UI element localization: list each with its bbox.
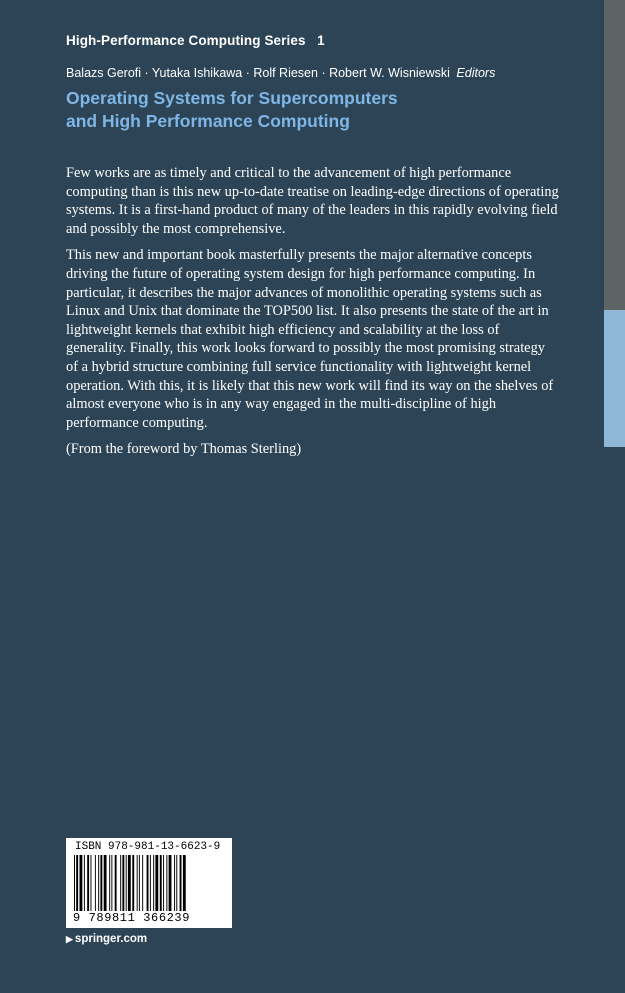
book-title — [66, 87, 566, 133]
title-line-1: Operating Systems for Supercomputers — [66, 88, 398, 108]
title-line-2: and High Performance Computing — [66, 111, 350, 131]
editor-names: Balazs Gerofi · Yutaka Ishikawa · Rolf Riesen · Robert W. Wisniewski — [66, 66, 450, 80]
editors-role: Editors — [456, 66, 496, 80]
blurb-paragraph-1: Few works are as timely and critical to the advancement of high performance computing than is this new up-to-date treatise on leading-edge directions of operating systems. It is a first-hand product of many of the leaders in this rapidly evolving field and possibly the most comprehensive. — [66, 165, 559, 237]
isbn-barcode-box — [66, 838, 232, 928]
editors-line — [66, 66, 495, 80]
publisher-url: springer.com — [74, 933, 148, 945]
publisher-link[interactable] — [66, 933, 147, 945]
blurb-paragraph-2: This new and important book masterfully presents the major alternative concepts driving the future of operating system design for high performance computing. In particular, it describes the major advances of monolithic operating systems such as Linux and Unix that dominate the TOP500 list. It also presents the state of the art in lightweight kernels that exhibit high efficiency and scalability at the loss of generality. Finally, this work looks forward to possibly the most promising strategy of a hybrid structure combining full service functionality with lightweight kernel operation. With this, it is likely that this new work will find its way on the shelves of almost everyone who is in any way engaged in the multi-discipline of high performance computing. — [66, 247, 554, 431]
blurb — [66, 164, 559, 467]
isbn-label: ISBN 978-981-13-6623-9 — [75, 841, 221, 853]
barcode — [74, 855, 224, 911]
triangle-right-icon: ▶ — [66, 934, 73, 944]
series-label: High-Performance Computing Series 1 — [66, 33, 325, 48]
edge-stripe-blue — [604, 310, 625, 447]
foreword-attribution: (From the foreword by Thomas Sterling) — [66, 441, 302, 458]
edge-stripe-gray — [604, 0, 625, 310]
barcode-digits: 9 789811 366239 — [73, 911, 191, 925]
